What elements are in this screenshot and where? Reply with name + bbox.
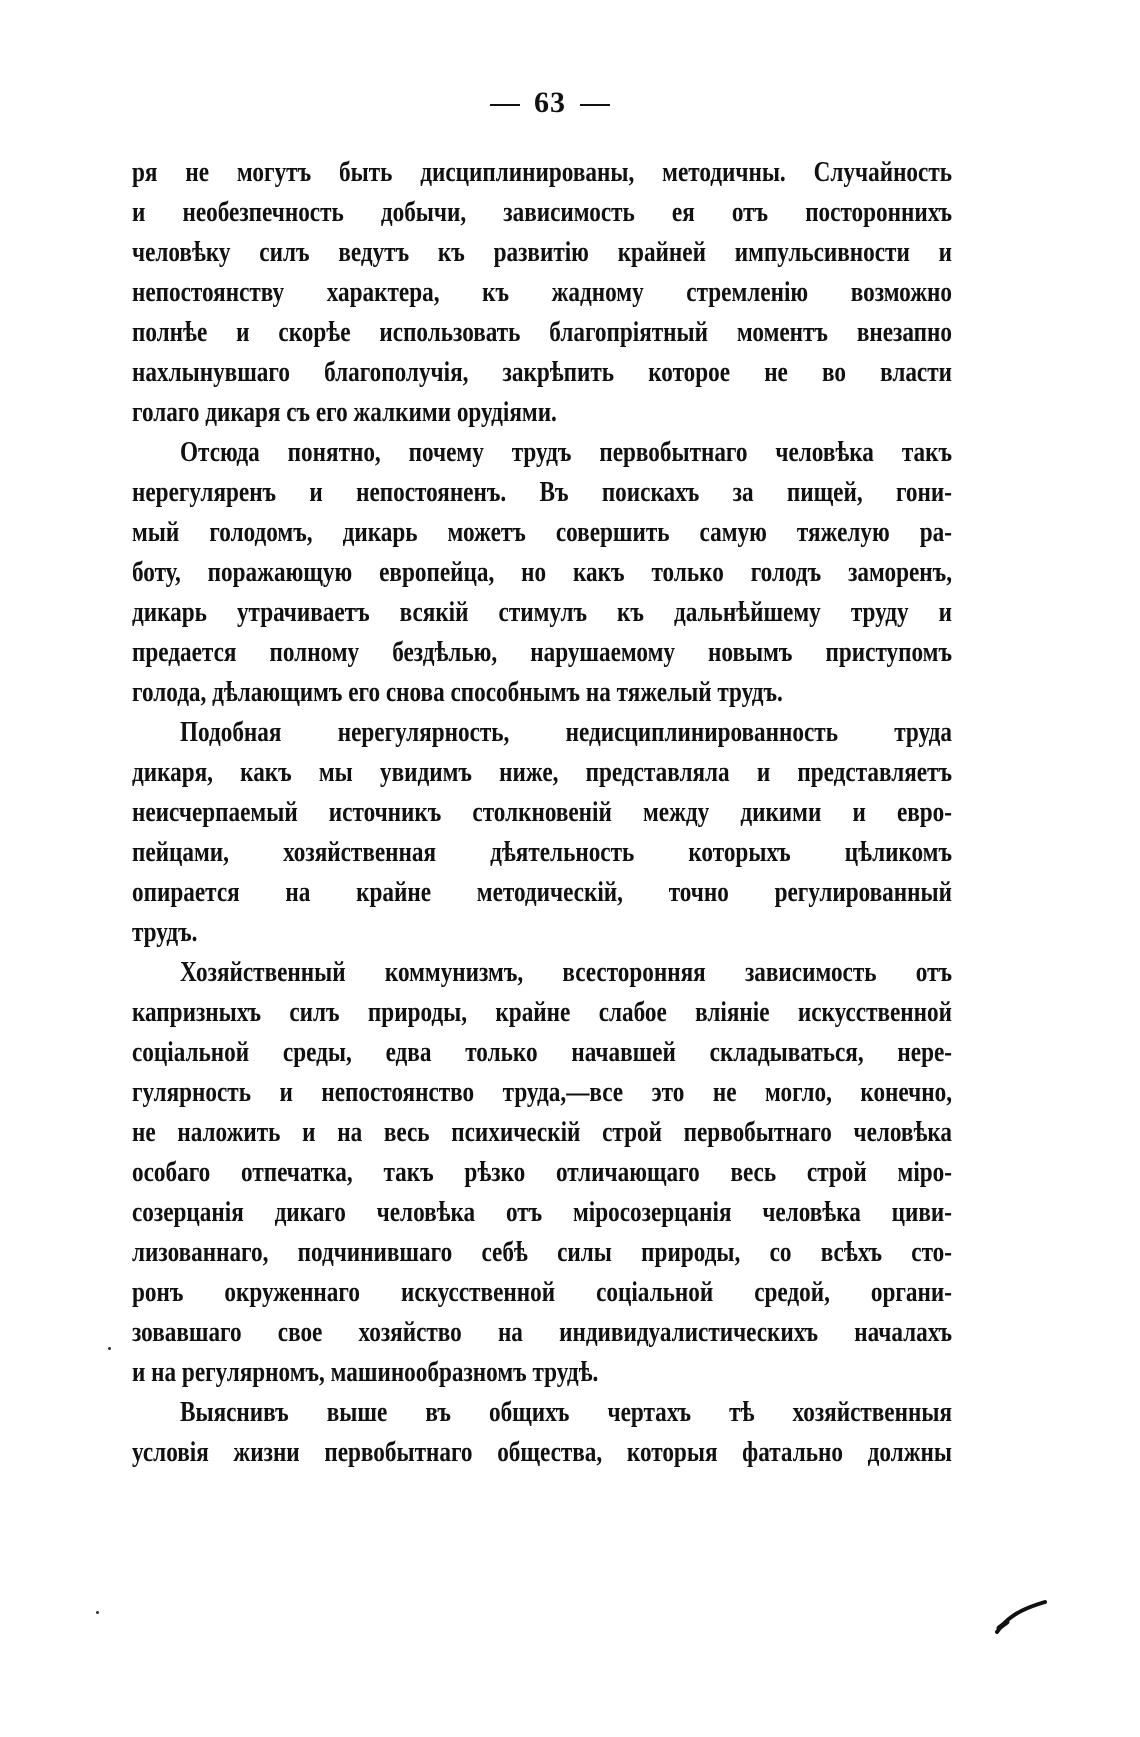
text-line: неисчерпаемый источникъ столкновеній между дикими и евро- [132, 796, 952, 828]
ink-speck [96, 1611, 99, 1614]
text-line: опирается на крайне методическій, точно регулированный [132, 876, 952, 908]
body-text [132, 152, 952, 1472]
text-line: не наложить и на весь психическій строй первобытнаго человѣка [132, 1116, 952, 1148]
left-dash [490, 104, 520, 106]
text-line: Выяснивъ выше въ общихъ чертахъ тѣ хозяйственныя [180, 1396, 952, 1428]
page-number-header [0, 86, 1100, 120]
text-line: созерцанія дикаго человѣка отъ міросозерцанія человѣка циви- [132, 1196, 952, 1228]
text-line: трудъ. [132, 916, 198, 948]
text-line: боту, поражающую европейца, но какъ только голодъ заморенъ, [132, 556, 952, 588]
text-line: нахлынувшаго благополучія, закрѣпить которое не во власти [132, 356, 952, 388]
text-line: капризныхъ силъ природы, крайне слабое вліяніе искусственной [132, 996, 952, 1028]
ink-speck [108, 1347, 111, 1350]
text-line: непостоянству характера, къ жадному стремленію возможно [132, 276, 952, 308]
text-line: дикарь утрачиваетъ всякій стимулъ къ дальнѣйшему труду и [132, 596, 952, 628]
text-line: соціальной среды, едва только начавшей складываться, нере- [132, 1036, 952, 1068]
text-line: полнѣе и скорѣе использовать благопріятный моментъ внезапно [132, 316, 952, 348]
text-line: лизованнаго, подчинившаго себѣ силы природы, со всѣхъ сто- [132, 1236, 952, 1268]
text-line: пейцами, хозяйственная дѣятельность которыхъ цѣликомъ [132, 836, 952, 868]
text-line: условія жизни первобытнаго общества, которыя фатально должны [132, 1436, 952, 1468]
text-line: Отсюда понятно, почему трудъ первобытнаго человѣка такъ [180, 436, 952, 468]
text-line: особаго отпечатка, такъ рѣзко отличающаго весь строй міро- [132, 1156, 952, 1188]
text-line: голаго дикаря съ его жалкими орудіями. [132, 396, 557, 428]
text-line: и необезпечность добычи, зависимость ея отъ постороннихъ [132, 196, 952, 228]
text-line: ря не могутъ быть дисциплинированы, методичны. Случайность [132, 156, 952, 188]
text-line: предается полному бездѣлью, нарушаемому новымъ приступомъ [132, 636, 952, 668]
text-line: Подобная нерегулярность, недисциплинированность труда [180, 716, 952, 748]
text-line: гулярность и непостоянство труда,—все это не могло, конечно, [132, 1076, 952, 1108]
text-line: Хозяйственный коммунизмъ, всесторонняя зависимость отъ [180, 956, 952, 988]
text-line: человѣку силъ ведутъ къ развитію крайней импульсивности и [132, 236, 952, 268]
pen-mark-icon [995, 1598, 1047, 1634]
text-line: голода, дѣлающимъ его снова способнымъ на тяжелый трудъ. [132, 676, 783, 708]
page-number: 63 [534, 86, 566, 119]
text-line: и на регулярномъ, машинообразномъ трудѣ. [132, 1356, 599, 1388]
text-line: зовавшаго свое хозяйство на индивидуалистическихъ началахъ [132, 1316, 952, 1348]
text-line: мый голодомъ, дикарь можетъ совершить самую тяжелую ра- [132, 516, 952, 548]
right-dash [580, 104, 610, 106]
text-line: нерегуляренъ и непостояненъ. Въ поискахъ за пищей, гони- [132, 476, 952, 508]
text-line: ронъ окруженнаго искусственной соціальной средой, органи- [132, 1276, 952, 1308]
text-line: дикаря, какъ мы увидимъ ниже, представляла и представляетъ [132, 756, 952, 788]
